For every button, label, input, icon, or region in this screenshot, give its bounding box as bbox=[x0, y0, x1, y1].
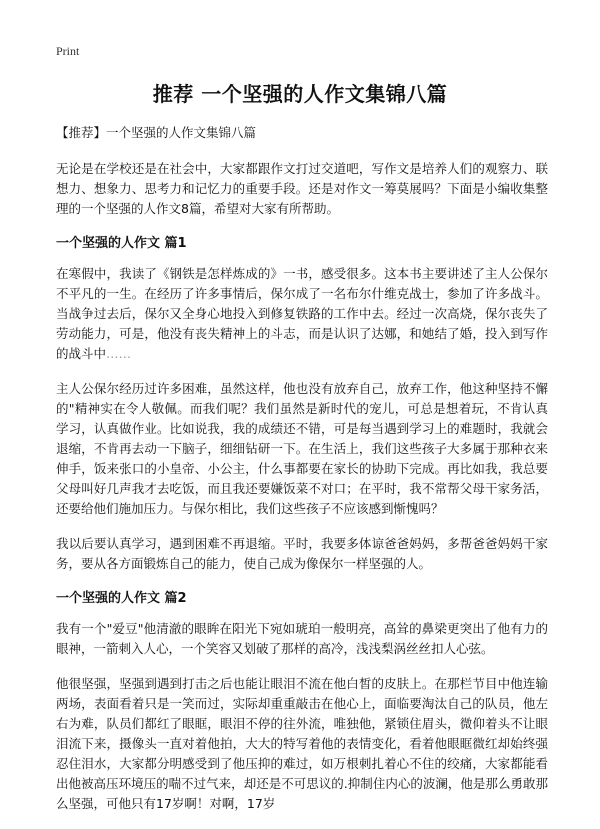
intro-paragraph: 无论是在学校还是在社会中，大家都跟作文打过交道吧，写作文是培养人们的观察力、联想力、想象力、思考力和记忆力的重要手段。还是对作文一筹莫展吗？下面是小编收集整理的一个坚强的人作文8篇，希望对大家有所帮助。 bbox=[56, 161, 548, 216]
ellipsis: …… bbox=[106, 346, 132, 361]
print-link[interactable]: Print bbox=[56, 44, 80, 58]
section-1-paragraph-2: 主人公保尔经历过许多困难，虽然这样，他也没有放弃自己，放弃工作，他这种坚持不懈的"精神实在令人敬佩。而我们呢？我们虽然是新时代的宠儿，可总是想着玩，不肯认真学习，认真做作业。比如说我，我的成绩还不错，可是每当遇到学习上的难题时，我就会退缩，不肯再去动一下脑子，细细钻研一下。在生活上，我们这些孩子大多属于那种衣来伸手，饭来张口的小皇帝、小公主，什么事都要在家长的协助下完成。再比如我，我总要父母叫好几声我才去吃饭，而且我还要嫌饭菜不对口；在平时，我不常帮父母干家务活，还要给他们施加压力。与保尔相比，我们这些孩子不应该感到惭愧吗？ bbox=[56, 381, 548, 516]
section-1-paragraph-3: 我以后要认真学习，遇到困难不再退缩。平时，我要多体谅爸爸妈妈，多帮爸爸妈妈干家务，要从各方面锻炼自己的能力，使自己成为像保尔一样坚强的人。 bbox=[56, 536, 548, 571]
section-2-paragraph-1: 我有一个"爱豆"他清澈的眼眸在阳光下宛如琥珀一般明亮，高耸的鼻梁更突出了他有力的眼神，一箭刺入人心，一个笑容又划破了那样的高冷，浅浅梨涡丝丝扣人心弦。 bbox=[56, 621, 548, 656]
section-1-heading: 一个坚强的人作文 篇1 bbox=[56, 236, 187, 251]
section-2-heading: 一个坚强的人作文 篇2 bbox=[56, 591, 187, 606]
article-subtitle: 【推荐】一个坚强的人作文集锦八篇 bbox=[56, 125, 257, 140]
paragraph-text: 在寒假中，我读了《钢铁是怎样炼成的》一书，感受很多。这本书主要讲述了主人公保尔不平凡的一生。在经历了许多事情后，保尔成了一名布尔什维克战士，参加了许多战斗。当战争过去后，保尔又全身心地投入到修复铁路的工作中去。经过一次高烧，保尔丧失了劳动能力，可是，他没有丧失精神上的斗志，而是认识了达娜，和她结了婚，投入到写作的战斗中 bbox=[56, 266, 548, 361]
article-body bbox=[56, 123, 548, 829]
section-2-paragraph-2: 他很坚强，坚强到遇到打击之后也能让眼泪不流在他白皙的皮肤上。在那栏节目中他连输两场，表面看着只是一笑而过，实际却重重敲击在他心上，面临要淘汰自己的队员，他左右为难，队员们都红了眼眶，眼泪不停的往外流，唯独他，紧锁住眉头，微仰着头不让眼泪流下来，摄像头一直对着他拍，大大的特写着他的表情变化，看着他眼眶微红却始终强忍住泪水，大家都分明感受到了他压抑的难过，如万根刺扎着心不住的绞痛，大家都能看出他被高压环境压的喘不过气来，却还是不可思议的.抑制住内心的波澜，他是那么勇敢那么坚强，可他只有17岁啊！对啊，17岁 bbox=[56, 676, 548, 811]
section-1-paragraph-1 bbox=[56, 264, 548, 364]
page-title: 推荐 一个坚强的人作文集锦八篇 bbox=[152, 82, 448, 106]
